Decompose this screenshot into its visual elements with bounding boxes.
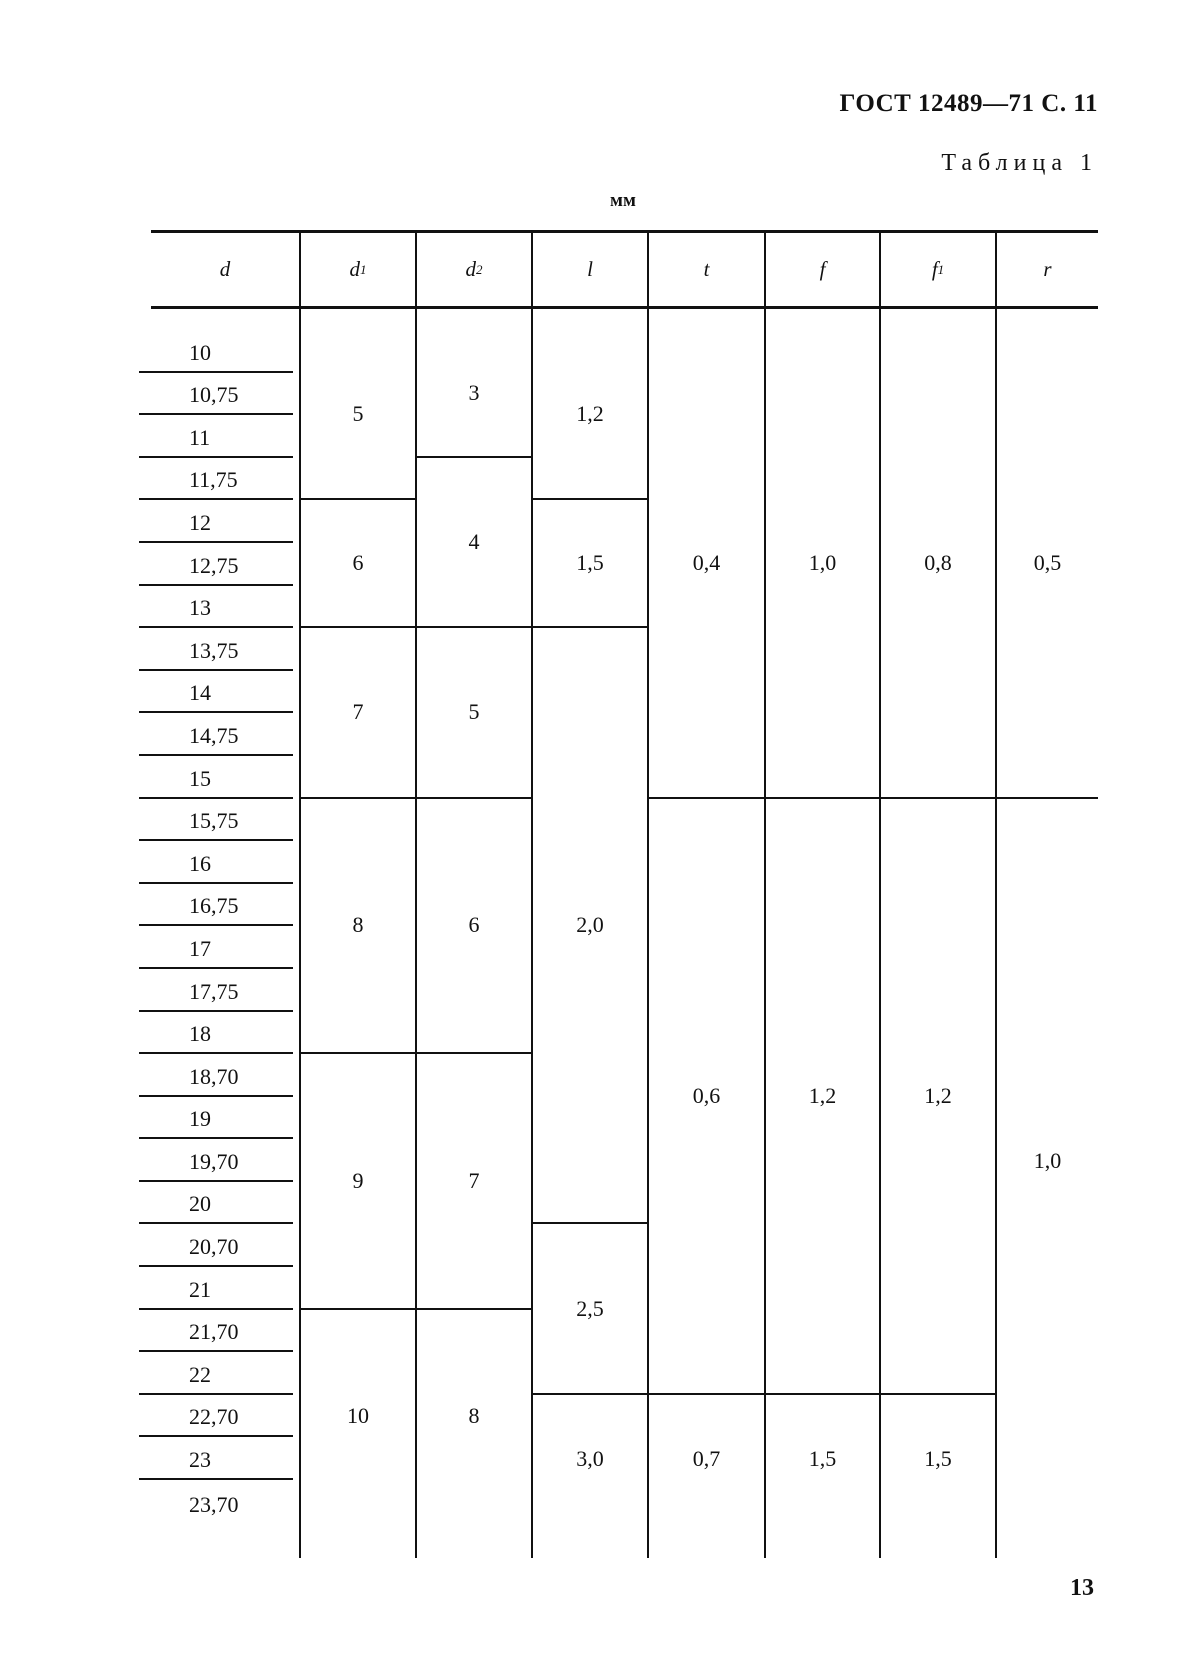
- spacer: [531, 1523, 647, 1558]
- table-cell-d1: 5: [299, 330, 415, 500]
- table-cell-r: 0,5: [995, 330, 1098, 799]
- d-value-cell: 10: [139, 330, 293, 373]
- table-cell-f1: 0,8: [879, 330, 995, 799]
- d-value-cell: 21: [139, 1267, 293, 1310]
- column-header-t: [647, 233, 764, 306]
- spacer: [299, 309, 415, 330]
- table-cell-d1: 9: [299, 1054, 415, 1310]
- table-cell-t: 0,6: [647, 799, 764, 1395]
- column-header-l: [531, 233, 647, 306]
- table-cell-t: 0,7: [647, 1395, 764, 1523]
- d-value-cell: 12,75: [139, 543, 293, 586]
- standard-header: ГОСТ 12489—71 С. 11: [839, 90, 1098, 117]
- table-cell-f: 1,2: [764, 799, 879, 1395]
- d-value-cell: 20: [139, 1182, 293, 1225]
- column-subscript: 2: [476, 261, 483, 277]
- d-value-cell: 18,70: [139, 1054, 293, 1097]
- table-cell-f: 1,5: [764, 1395, 879, 1523]
- table-cell-f1: 1,2: [879, 799, 995, 1395]
- spacer: [647, 309, 764, 330]
- spacer: [995, 309, 1098, 330]
- d-value-cell: 11,75: [139, 458, 293, 501]
- column-symbol: d: [219, 257, 231, 281]
- column-symbol: l: [587, 257, 593, 281]
- table-cell-l: 1,5: [531, 500, 647, 628]
- table-cell-d2: 3: [415, 330, 531, 458]
- spacer: [151, 309, 299, 330]
- table-cell-d1: 10: [299, 1310, 415, 1523]
- table-cell-f: 1,0: [764, 330, 879, 799]
- d-value-cell: 19,70: [139, 1139, 293, 1182]
- d-value-cell: 12: [139, 500, 293, 543]
- d-value-cell: 14: [139, 671, 293, 714]
- column-header-f1: [879, 233, 995, 306]
- d-value-cell: 15: [139, 756, 293, 799]
- spacer: [299, 1523, 415, 1558]
- d-value-cell: 10,75: [139, 373, 293, 416]
- d-value-cell: 16: [139, 841, 293, 884]
- column-subscript: 1: [937, 261, 945, 277]
- column-header-r: [995, 233, 1098, 306]
- d-value-cell: 11: [139, 415, 293, 458]
- table-cell-d1: 7: [299, 628, 415, 798]
- spacer: [995, 1523, 1098, 1558]
- table-cell-d1: 8: [299, 799, 415, 1055]
- table-cell-t: 0,4: [647, 330, 764, 799]
- column-header-d: [151, 233, 299, 306]
- spacer: [879, 309, 995, 330]
- spacer: [415, 309, 531, 330]
- d-value-cell: 13,75: [139, 628, 293, 671]
- table-cell-d2: 5: [415, 628, 531, 798]
- table-cell-d2: 7: [415, 1054, 531, 1310]
- dimensions-table: [151, 230, 1098, 1558]
- units-label: мм: [610, 190, 636, 211]
- spacer: [764, 1523, 879, 1558]
- d-value-cell: 15,75: [139, 799, 293, 842]
- table-cell-r: 1,0: [995, 799, 1098, 1523]
- spacer: [879, 1523, 995, 1558]
- d-value-cell: 23,70: [189, 1491, 239, 1517]
- column-subscript: 1: [360, 261, 367, 277]
- table-header: [151, 230, 1098, 309]
- table-cell-d2: 8: [415, 1310, 531, 1523]
- d-value-cell: 13: [139, 586, 293, 629]
- table-cell-l: 2,5: [531, 1224, 647, 1394]
- table-label: Таблица 1: [941, 150, 1098, 176]
- table-cell-d2: 6: [415, 799, 531, 1055]
- d-value-cell: 22: [139, 1352, 293, 1395]
- table-cell-l: 1,2: [531, 330, 647, 500]
- spacer: [647, 1523, 764, 1558]
- column-symbol: r: [1043, 257, 1052, 281]
- page-number: 13: [1070, 1575, 1094, 1601]
- table-cell-d2: 4: [415, 458, 531, 628]
- d-value-cell: 22,70: [139, 1395, 293, 1438]
- d-value-cell: 20,70: [139, 1224, 293, 1267]
- d-value-cell: 21,70: [139, 1310, 293, 1353]
- table-cell-f1: 1,5: [879, 1395, 995, 1523]
- column-symbol: f: [931, 257, 938, 281]
- table-cell-d1: 6: [299, 500, 415, 628]
- column-symbol: d: [465, 257, 476, 281]
- d-value-cell: 23: [139, 1437, 293, 1480]
- d-value-cell: 16,75: [139, 884, 293, 927]
- d-value-cell: 14,75: [139, 713, 293, 756]
- spacer: [415, 1523, 531, 1558]
- spacer: [531, 309, 647, 330]
- column-symbol: f: [819, 257, 826, 281]
- column-symbol: t: [703, 257, 710, 281]
- d-value-cell: 19: [139, 1097, 293, 1140]
- d-value-cell: 17,75: [139, 969, 293, 1012]
- table-cell-l: 3,0: [531, 1395, 647, 1523]
- d-value-cell: 17: [139, 926, 293, 969]
- table-cell-l: 2,0: [531, 628, 647, 1224]
- column-header-d1: [299, 233, 415, 306]
- column-header-f: [764, 233, 879, 306]
- column-symbol: d: [349, 257, 360, 281]
- d-value-cell: 18: [139, 1012, 293, 1055]
- spacer: [764, 309, 879, 330]
- table-body: [151, 309, 1098, 1558]
- column-header-d2: [415, 233, 531, 306]
